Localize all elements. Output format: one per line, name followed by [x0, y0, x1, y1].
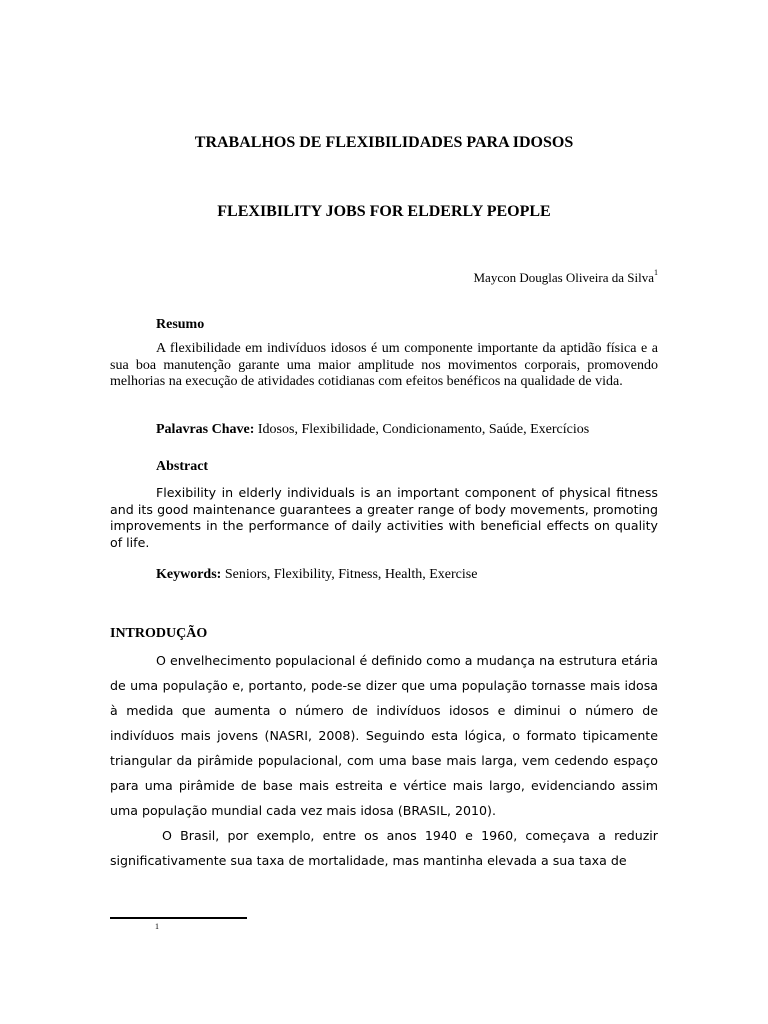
footnote-number: 1: [155, 922, 159, 931]
intro-heading: INTRODUÇÃO: [110, 626, 208, 641]
palavras-chave-label: Palavras Chave:: [156, 422, 255, 437]
title-portuguese: TRABALHOS DE FLEXIBILIDADES PARA IDOSOS: [194, 134, 574, 151]
palavras-chave: [156, 422, 658, 438]
palavras-chave-values: Idosos, Flexibilidade, Condicionamento, Saúde, Exercícios: [257, 422, 590, 437]
intro-paragraph-2: O Brasil, por exemplo, entre os anos 1940 e 1960, começava a reduzir significativamente sua taxa de mortalidade, mas mantinha elevada a sua taxa de: [110, 828, 658, 868]
abstract-text: Flexibility in elderly individuals is an important component of physical fitness and its good maintenance guarantees a greater range of body movements, promoting improvements in the performance of daily activities with beneficial effects on quality of life.: [110, 485, 658, 550]
resumo-heading: Resumo: [156, 317, 205, 332]
keywords-values: Seniors, Flexibility, Fitness, Health, Exercise: [224, 567, 478, 582]
keywords: [156, 567, 658, 583]
intro-paragraph-1: O envelhecimento populacional é definido como a mudança na estrutura etária de uma população e, portanto, pode-se dizer que uma população tornasse mais idosa à medida que aumenta o número de indivíduos idosos e diminui o número de indivíduos mais jovens (NASRI, 2008). Seguindo esta lógica, o formato tipicamente triangular da pirâmide populacional, com uma base mais larga, vem cedendo espaço para uma pirâmide de base mais estreita e vértice mais largo, evidenciando assim uma população mundial cada vez mais idosa (BRASIL, 2010).: [110, 653, 658, 818]
title-english: FLEXIBILITY JOBS FOR ELDERLY PEOPLE: [217, 203, 551, 220]
author-line: [110, 270, 658, 286]
footnote-separator: [110, 917, 247, 919]
abstract-heading: Abstract: [156, 459, 209, 474]
author-name: Maycon Douglas Oliveira da Silva: [473, 270, 654, 285]
keywords-label: Keywords:: [156, 567, 222, 582]
resumo-text: A flexibilidade em indivíduos idosos é um componente importante da aptidão física e a sua boa manutenção garante uma maior amplitude nos movimentos corporais, promovendo melhorias na execução de atividades cotidianas com efeitos benéficos na qualidade de vida.: [110, 341, 658, 389]
author-footnote-mark: 1: [654, 268, 658, 277]
